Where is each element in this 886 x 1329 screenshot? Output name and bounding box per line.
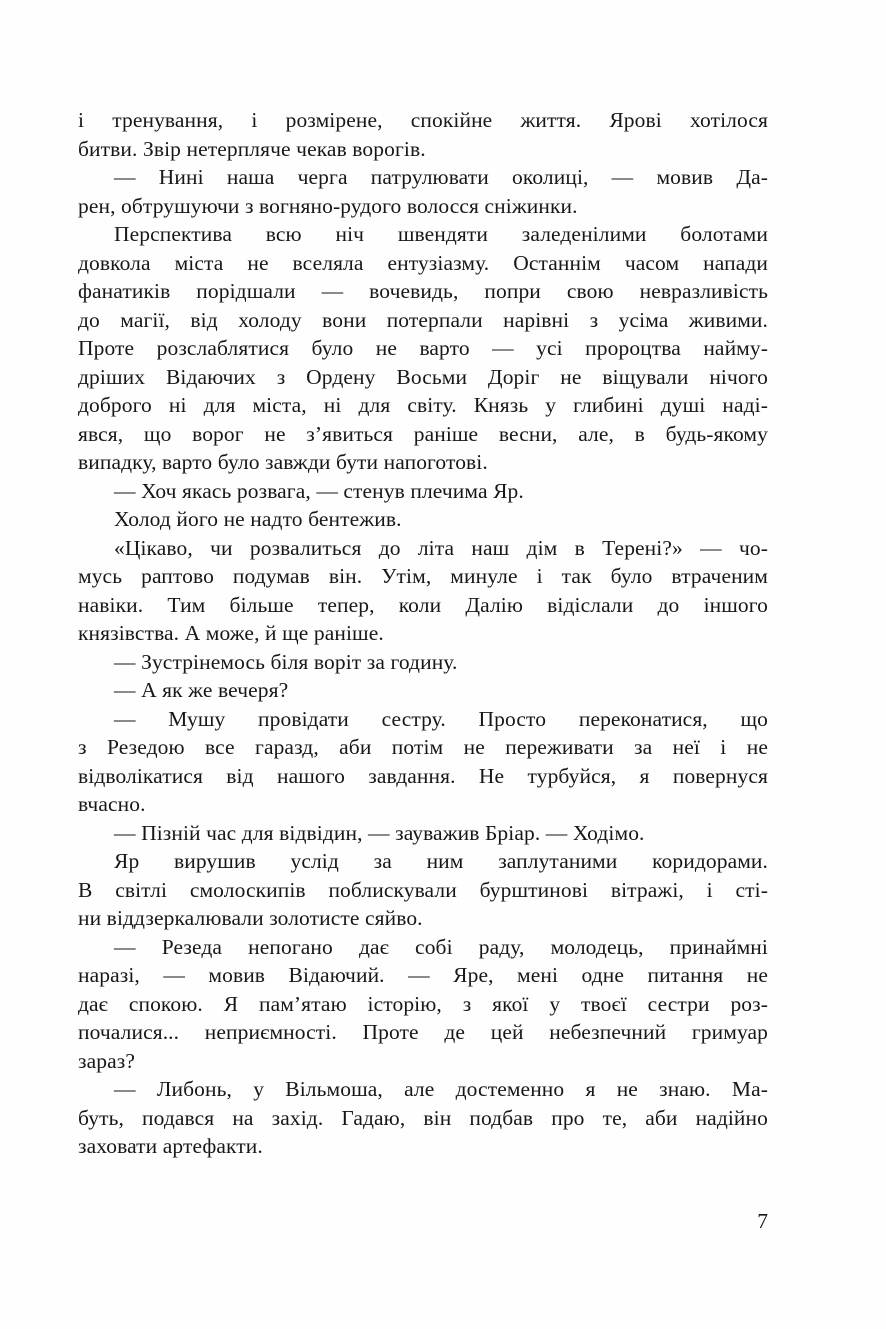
- text-line: фанатиків порідшали — вочевидь, попри свою невразливість: [78, 279, 768, 303]
- text-line: заховати артефакти.: [78, 1134, 263, 1158]
- text-line: — Хоч якась розвага, — стенув плечима Яр.: [114, 478, 524, 503]
- text-line: і тренування, і розмірене, спокійне життя. Ярові хотілося: [78, 108, 768, 132]
- page-number: 7: [757, 1208, 768, 1233]
- text-line: рен, обтрушуючи з вогняно-рудого волосся сніжинки.: [78, 193, 578, 218]
- text-line: з Резедою все гаразд, аби потім не переживати за неї і не: [78, 735, 768, 759]
- paragraph: [78, 705, 768, 819]
- text-line: вчасно.: [78, 792, 146, 816]
- text-line: ни віддзеркалювали золотисте сяйво.: [78, 906, 423, 930]
- text-line: мусь раптово подумав він. Утім, минуле і так було втраченим: [78, 564, 768, 588]
- text-line: доброго ні для міста, ні для світу. Князь у глибині душі наді-: [78, 393, 768, 417]
- paragraph: [78, 534, 768, 648]
- page-footer: [78, 1209, 768, 1234]
- text-line: — А як же вечеря?: [114, 678, 289, 702]
- text-line: відволікатися від нашого завдання. Не турбуйся, я повернуся: [78, 763, 768, 788]
- text-line: В світлі смолоскипів поблискували бурштинові вітражі, і сті-: [78, 877, 768, 902]
- text-line: дріших Відаючих з Ордену Восьми Доріг не віщували нічого: [78, 364, 768, 389]
- text-line: почалися... неприємності. Проте де цей небезпечний гримуар: [78, 1020, 768, 1044]
- text-line: битви. Звір нетерпляче чекав ворогів.: [78, 136, 426, 161]
- text-line: — Нині наша черга патрулювати околиці, — мовив Да-: [114, 165, 768, 189]
- text-line: Холод його не надто бентежив.: [114, 507, 402, 531]
- text-line: «Цікаво, чи розвалиться до літа наш дім в Терені?» — чо-: [114, 535, 768, 560]
- text-line: — Зустрінемось біля воріт за годину.: [114, 649, 458, 674]
- text-line: — Резеда непогано дає собі раду, молодець, принаймні: [114, 934, 768, 959]
- paragraph: [78, 847, 768, 933]
- text-line: — Мушу провідати сестру. Просто переконатися, що: [114, 706, 768, 731]
- paragraph: [78, 933, 768, 1076]
- text-line: — Пізній час для відвідин, — зауважив Бріар. — Ходімо.: [114, 820, 645, 845]
- paragraph: [78, 163, 768, 220]
- text-line: дає спокою. Я пам’ятаю історію, з якої у твоєї сестри роз-: [78, 991, 768, 1016]
- paragraph: [78, 676, 768, 705]
- paragraph: [78, 477, 768, 506]
- paragraph: [78, 648, 768, 677]
- text-line: Перспектива всю ніч швендяти заледенілими болотами: [114, 222, 768, 246]
- text-line: Проте розслаблятися було не варто — усі пророцтва найму-: [78, 336, 768, 360]
- text-line: до магії, від холоду вони потерпали нарівні з усіма живими.: [78, 307, 768, 332]
- text-line: явся, що ворог не з’явиться раніше весни, але, в будь-якому: [78, 421, 768, 446]
- text-line: князівства. А може, й ще раніше.: [78, 621, 384, 645]
- text-line: — Либонь, у Вільмоша, але достеменно я не знаю. Ма-: [114, 1077, 768, 1101]
- paragraph: [78, 505, 768, 534]
- text-line: зараз?: [78, 1048, 135, 1073]
- paragraph: [78, 106, 768, 163]
- text-line: навіки. Тим більше тепер, коли Далію відіслали до іншого: [78, 592, 768, 617]
- text-block: [78, 106, 768, 1161]
- text-line: довкола міста не вселяла ентузіазму. Останнім часом напади: [78, 250, 768, 275]
- text-line: буть, подався на захід. Гадаю, він подбав про те, аби надійно: [78, 1105, 768, 1130]
- paragraph: [78, 220, 768, 477]
- text-line: наразі, — мовив Відаючий. — Яре, мені одне питання не: [78, 963, 768, 987]
- paragraph: [78, 1075, 768, 1161]
- text-line: Яр вирушив услід за ним заплутаними коридорами.: [114, 849, 768, 873]
- text-line: випадку, варто було завжди бути напоготові.: [78, 450, 488, 474]
- paragraph: [78, 819, 768, 848]
